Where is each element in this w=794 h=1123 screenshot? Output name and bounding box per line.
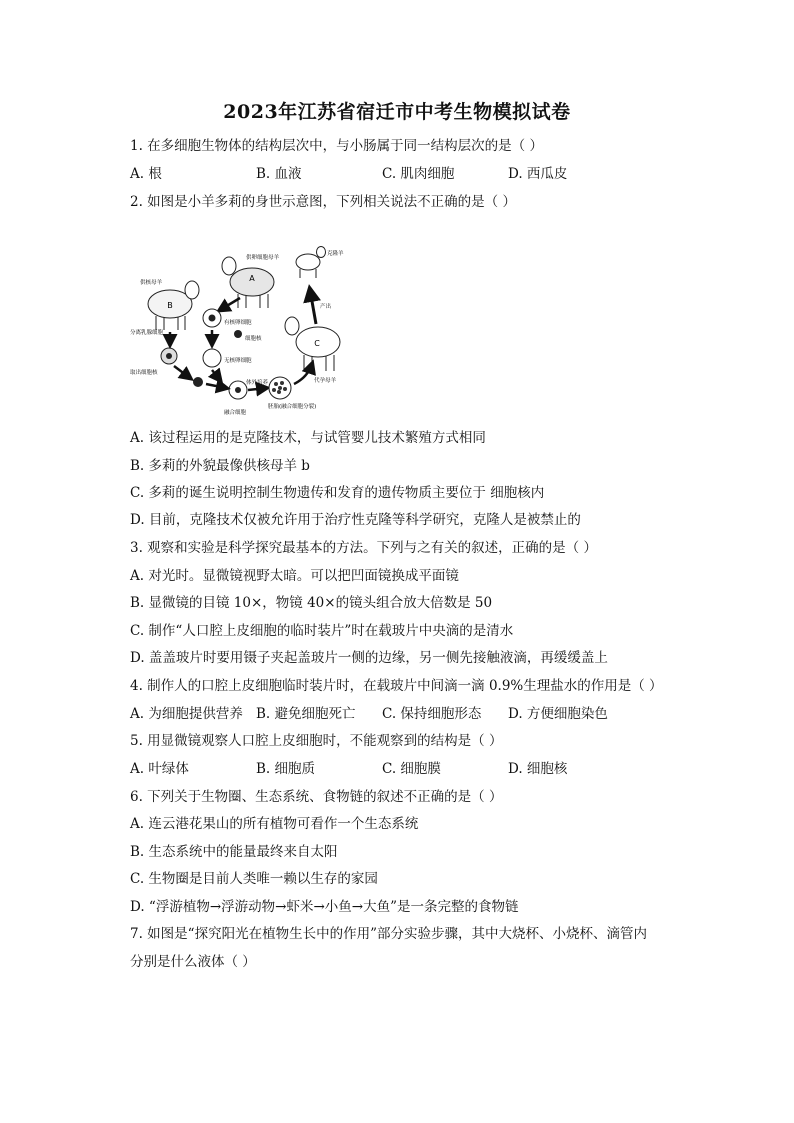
question-3-option-c: C. 制作“人口腔上皮细胞的临时装片”时在载玻片中央滴的是清水 [130, 623, 514, 639]
label-embryo: 胚胎(融合细胞分裂) [268, 404, 317, 410]
option-d: D. 西瓜皮 [508, 166, 568, 182]
option-c: C. 细胞膜 [382, 761, 441, 777]
question-1-options [130, 165, 690, 183]
question-3-stem: 3. 观察和实验是科学探究最基本的方法。下列与之有关的叙述，正确的是（ ） [130, 540, 597, 556]
option-c: C. 肌肉细胞 [382, 166, 455, 182]
label-surrogate: 代孕母羊 [314, 378, 337, 384]
sheep-b-icon [148, 281, 199, 330]
question-6-option-d: D. “浮游植物→浮游动物→虾米→小鱼→大鱼”是一条完整的食物链 [130, 899, 519, 915]
label-donor-a: 供卵细胞母羊 [246, 255, 280, 261]
option-a: A. 叶绿体 [130, 761, 189, 777]
sheep-c-icon [285, 317, 340, 371]
question-3-option-d: D. 盖盖玻片时要用镊子夹起盖玻片一侧的边缘，另一侧先接触液滴，再缓缓盖上 [130, 650, 608, 666]
question-2-stem: 2. 如图是小羊多莉的身世示意图，下列相关说法不正确的是（ ） [130, 194, 516, 210]
question-1-stem: 1. 在多细胞生物体的结构层次中，与小肠属于同一结构层次的是（ ） [130, 138, 543, 154]
question-6-option-c: C. 生物圈是目前人类唯一赖以生存的家园 [130, 871, 378, 887]
question-2-option-a: A. 该过程运用的是克隆技术，与试管婴儿技术繁殖方式相同 [130, 430, 486, 446]
sheep-b-letter: B [167, 301, 173, 310]
sheep-a-letter: A [249, 274, 255, 283]
question-6-option-a: A. 连云港花果山的所有植物可看作一个生态系统 [130, 816, 419, 832]
label-culture: 体外培养 [246, 380, 269, 386]
question-4-stem: 4. 制作人的口腔上皮细胞临时装片时，在载玻片中间滴一滴 0.9%生理盐水的作用是（ ） [130, 678, 663, 694]
question-3-option-a: A. 对光时。显微镜视野太暗。可以把凹面镜换成平面镜 [130, 568, 459, 584]
dolly-clone-diagram [128, 238, 368, 422]
label-cytoplasm: 细胞核 [245, 336, 262, 342]
question-4-options [130, 705, 690, 723]
option-b: B. 血液 [256, 166, 302, 182]
option-b: B. 避免细胞死亡 [256, 706, 356, 722]
option-c: C. 保持细胞形态 [382, 706, 482, 722]
option-a: A. 为细胞提供营养 [130, 706, 243, 722]
label-separate: 分离乳腺细胞 [130, 330, 164, 336]
question-6-stem: 6. 下列关于生物圈、生态系统、食物链的叙述不正确的是（ ） [130, 789, 503, 805]
label-clone: 克隆羊 [327, 251, 344, 257]
question-7-stem-line-2: 分别是什么液体（ ） [130, 954, 256, 970]
sheep-a-icon [222, 257, 274, 308]
clone-sheep-icon [296, 247, 326, 279]
label-enucleated-egg: 无核卵细胞 [224, 358, 252, 364]
label-take-nucleus: 取出细胞核 [130, 370, 158, 376]
page-title: 2023年江苏省宿迁市中考生物模拟试卷 [223, 101, 571, 123]
label-nucleated-egg: 有核卵细胞 [224, 320, 252, 326]
option-d: D. 细胞核 [508, 761, 568, 777]
question-6-option-b: B. 生态系统中的能量最终来自太阳 [130, 844, 338, 860]
question-2-option-c: C. 多莉的诞生说明控制生物遗传和发育的遗传物质主要位于 细胞核内 [130, 485, 545, 501]
label-donor-b: 供核母羊 [140, 280, 163, 286]
embryo-icon [269, 377, 291, 399]
question-2-option-b: B. 多莉的外貌最像供核母羊 b [130, 458, 310, 474]
question-3-option-b: B. 显微镜的目镜 10×，物镜 40×的镜头组合放大倍数是 50 [130, 595, 493, 611]
label-fused: 融合细胞 [224, 410, 247, 416]
sheep-c-letter: C [314, 339, 320, 348]
question-7-stem-line-1: 7. 如图是“探究阳光在植物生长中的作用”部分实验步骤，其中大烧杯、小烧杯、滴管内 [130, 926, 647, 942]
option-b: B. 细胞质 [256, 761, 316, 777]
question-5-options [130, 760, 690, 778]
question-5-stem: 5. 用显微镜观察人口腔上皮细胞时，不能观察到的结构是（ ） [130, 733, 503, 749]
option-d: D. 方便细胞染色 [508, 706, 608, 722]
label-birth: 产出 [320, 304, 332, 310]
question-2-option-d: D. 目前，克隆技术仅被允许用于治疗性克隆等科学研究，克隆人是被禁止的 [130, 512, 581, 528]
option-a: A. 根 [130, 166, 162, 182]
